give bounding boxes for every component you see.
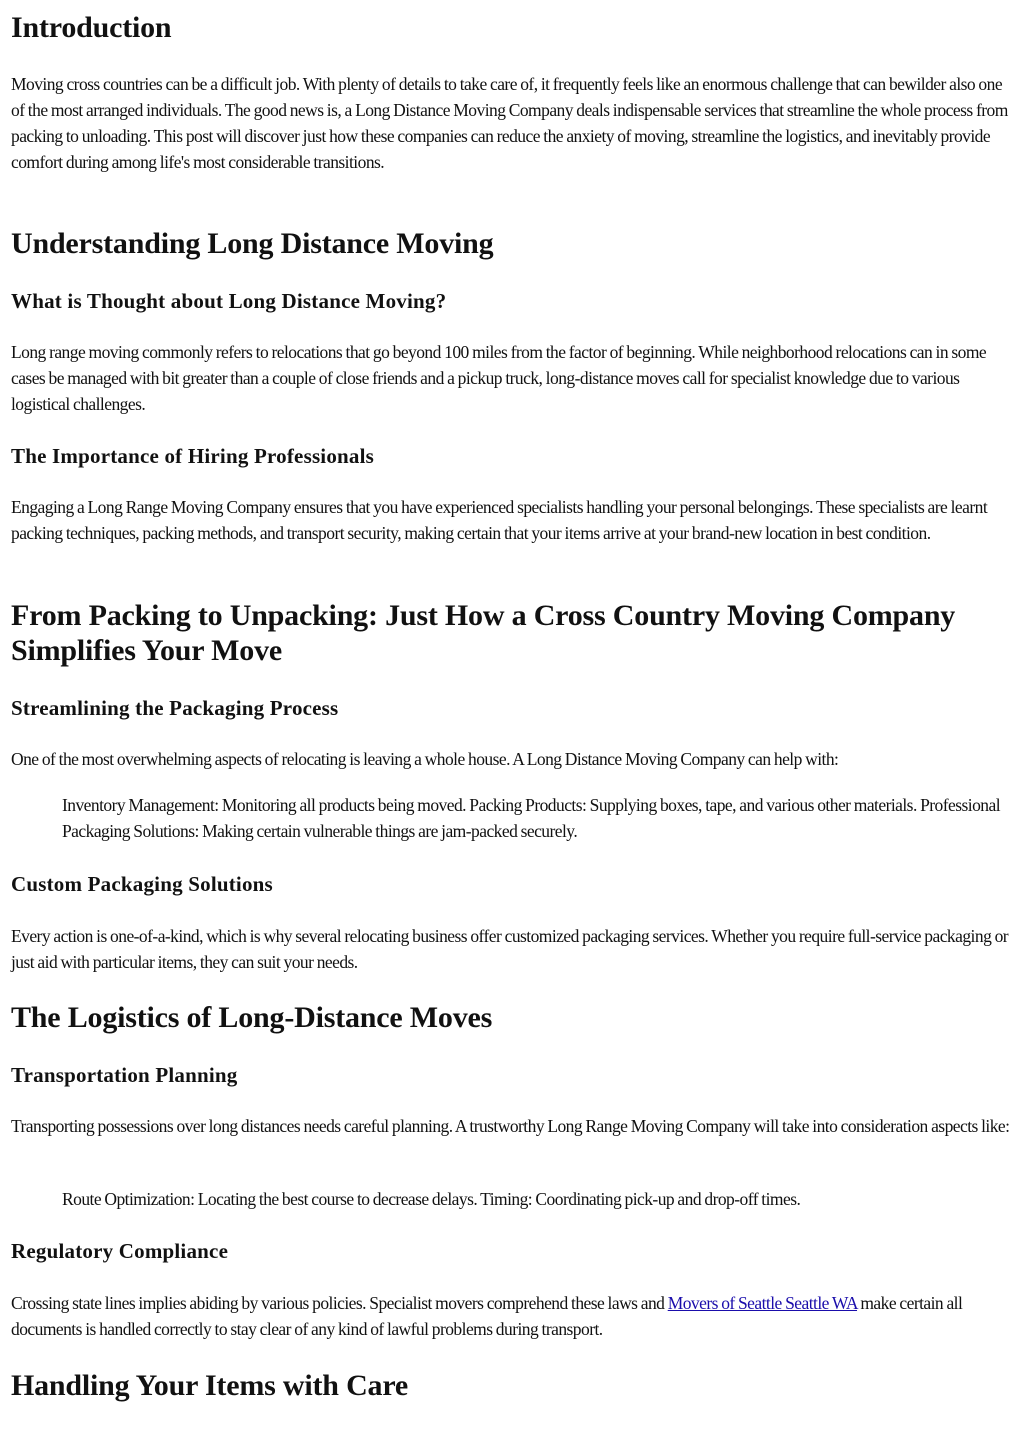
regulatory-text-before: Crossing state lines implies abiding by various policies. Specialist movers comprehend these laws and — [11, 1293, 668, 1313]
paragraph-regulatory — [11, 1290, 1014, 1342]
heading-introduction: Introduction — [11, 11, 172, 44]
heading-packing: From Packing to Unpacking: Just How a Cross Country Moving Company Simplifies Your Move — [11, 599, 956, 667]
heading-transportation: Transportation Planning — [11, 1063, 238, 1087]
heading-streamlining: Streamlining the Packaging Process — [11, 696, 339, 720]
movers-of-seattle-link[interactable]: Movers of Seattle Seattle WA — [667, 1293, 858, 1313]
heading-custom-packaging: Custom Packaging Solutions — [11, 872, 273, 896]
regulatory-text-after: make certain all documents is handled correctly to stay clear of any kind of lawful problems during transport. — [11, 1293, 963, 1339]
heading-regulatory: Regulatory Compliance — [11, 1239, 229, 1263]
list-packing-services: Inventory Management: Monitoring all products being moved. Packing Products: Supplying boxes, tape, and various other materials. Professional Packaging Solutions: Making certain vulnerable things are jam-packed securely. — [62, 795, 1001, 841]
list-transportation-aspects: Route Optimization: Locating the best course to decrease delays. Timing: Coordinating pick-up and drop-off times. — [62, 1189, 801, 1209]
paragraph-what-is: Long range moving commonly refers to relocations that go beyond 100 miles from the factor of beginning. While neighborhood relocations can in some cases be managed with bit greater than a couple of close friends and a pickup truck, long-distance moves call for specialist knowledge due to various logistical challenges. — [11, 342, 987, 414]
heading-logistics: The Logistics of Long-Distance Moves — [11, 1001, 493, 1034]
heading-understanding: Understanding Long Distance Moving — [11, 227, 494, 260]
heading-what-is: What is Thought about Long Distance Moving? — [11, 289, 447, 313]
paragraph-importance: Engaging a Long Range Moving Company ensures that you have experienced specialists handling your personal belongings. These specialists are learnt packing techniques, packing methods, and transport security, making certain that your items arrive at your brand-new location in best condition. — [11, 497, 988, 543]
paragraph-streamlining: One of the most overwhelming aspects of relocating is leaving a whole house. A Long Distance Moving Company can help with: — [11, 749, 839, 769]
paragraph-transportation: Transporting possessions over long distances needs careful planning. A trustworthy Long Range Moving Company will take into consideration aspects like: — [11, 1116, 1010, 1136]
paragraph-introduction: Moving cross countries can be a difficult job. With plenty of details to take care of, it frequently feels like an enormous challenge that can bewilder also one of the most arranged individuals. The good news is, a Long Distance Moving Company deals indispensable services that streamline the whole process from packing to unloading. This post will discover just how these companies can reduce the anxiety of moving, streamline the logistics, and inevitably provide comfort during among life's most considerable transitions. — [11, 74, 1008, 172]
heading-importance: The Importance of Hiring Professionals — [11, 444, 375, 468]
heading-handling: Handling Your Items with Care — [11, 1369, 409, 1402]
paragraph-custom-packaging: Every action is one-of-a-kind, which is why several relocating business offer customized packaging services. Whether you require full-service packaging or just aid with particular items, they can suit your needs. — [11, 926, 1009, 972]
